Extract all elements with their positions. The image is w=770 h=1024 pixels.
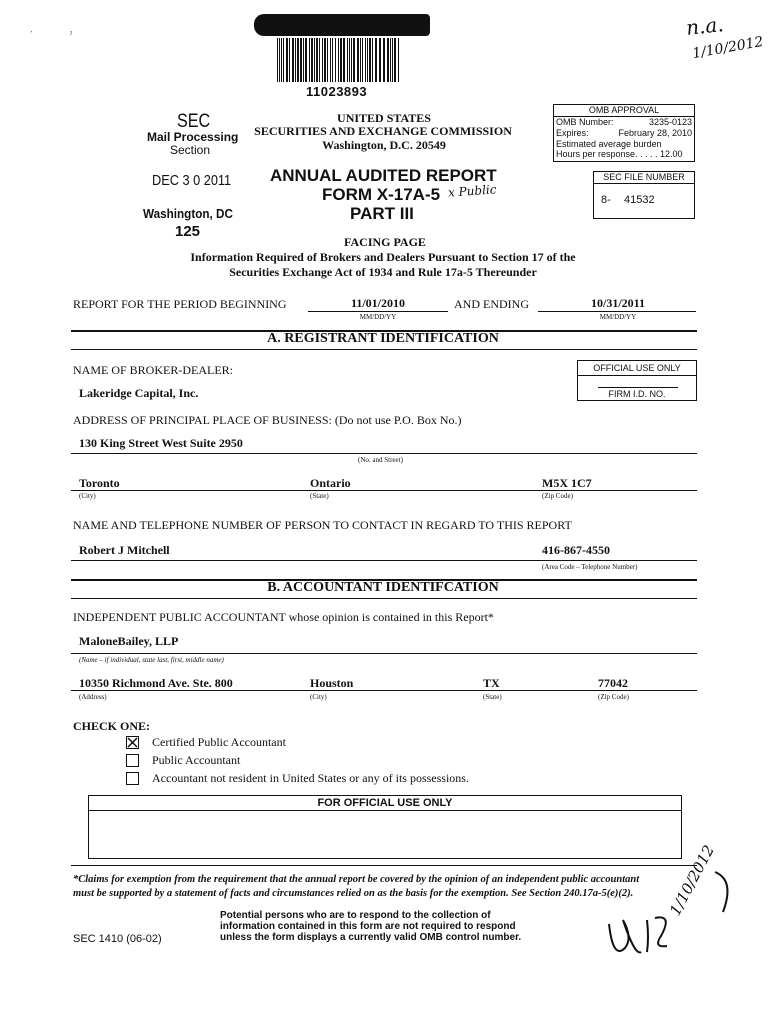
barcode-bar <box>289 38 290 82</box>
barcode-bar <box>295 38 296 82</box>
report-title-line3: PART III <box>350 204 414 223</box>
barcode-bar <box>379 38 381 82</box>
barcode-bar <box>311 38 313 82</box>
firm-id-line <box>598 387 678 388</box>
barcode-bar <box>375 38 377 82</box>
barcode-bar <box>292 38 294 82</box>
facing-title: FACING PAGE <box>344 235 426 249</box>
report-title-line1: ANNUAL AUDITED REPORT <box>270 166 497 185</box>
barcode-bar <box>357 38 359 82</box>
accountant-label: INDEPENDENT PUBLIC ACCOUNTANT whose opinion is contained in this Report* <box>73 610 494 624</box>
handwritten-date-top: 1/10/2012 <box>691 33 765 63</box>
checkbox-certified-public-accountant[interactable] <box>126 736 139 749</box>
state-value: Ontario <box>310 476 351 490</box>
sec-file-title: SEC FILE NUMBER <box>594 172 694 184</box>
barcode-bar <box>398 38 399 82</box>
footnote-line1: *Claims for exemption from the requirement that the annual report be covered by the opinion of an independent public accountant <box>73 874 640 885</box>
barcode-bar <box>277 38 278 82</box>
scan-mark: ᾿ <box>30 30 33 39</box>
period-label: REPORT FOR THE PERIOD BEGINNING <box>73 297 287 311</box>
accountant-city: Houston <box>310 676 354 690</box>
barcode-bar <box>327 38 328 82</box>
state-caption: (State) <box>310 492 329 500</box>
phone-caption: (Area Code – Telephone Number) <box>542 563 638 571</box>
barcode-bar <box>309 38 310 82</box>
official-use-box <box>577 360 697 401</box>
street-value: 130 King Street West Suite 2950 <box>79 436 243 450</box>
signature-scribble <box>595 860 745 980</box>
sec-stamp-city: Washington, DC <box>143 206 233 221</box>
section-a-rule-bottom <box>71 349 697 350</box>
barcode-bar <box>351 38 352 82</box>
handwritten-signature <box>595 860 745 980</box>
barcode-bar <box>347 38 348 82</box>
contact-label: NAME AND TELEPHONE NUMBER OF PERSON TO CONTACT IN REGARD TO THIS REPORT <box>73 518 572 532</box>
section-b-rule-bottom <box>71 598 697 599</box>
accountant-state-caption: (State) <box>483 693 502 701</box>
section-a-title: A. REGISTRANT IDENTIFICATION <box>267 331 499 346</box>
barcode-bar <box>330 38 331 82</box>
barcode-bar <box>335 38 336 82</box>
barcode-bar <box>362 38 363 82</box>
period-begin: 11/01/2010 <box>350 296 405 310</box>
street-caption: (No. and Street) <box>358 456 403 464</box>
handwritten-na: n.a. <box>684 12 725 40</box>
omb-notice-line2: information contained in this form are not required to respond <box>220 921 516 932</box>
official-use-only-title: FOR OFFICIAL USE ONLY <box>89 796 681 811</box>
period-begin-caption: MM/DD/YY <box>359 313 397 321</box>
period-end-caption: MM/DD/YY <box>599 313 637 321</box>
barcode-bar <box>343 38 345 82</box>
option-public-accountant: Public Accountant <box>152 753 241 767</box>
accountant-state: TX <box>483 676 500 690</box>
barcode-bar <box>360 38 361 82</box>
barcode-bar <box>338 38 339 82</box>
barcode-bar <box>316 38 318 82</box>
section-b-title: B. ACCOUNTANT IDENTIFCATION <box>267 580 499 595</box>
omb-expires-value: February 28, 2010 <box>618 128 692 138</box>
header-line1: UNITED STATES <box>337 111 431 125</box>
form-number: SEC 1410 (06-02) <box>73 933 162 945</box>
omb-expires-label: Expires: <box>556 128 589 138</box>
barcode-bar <box>383 38 385 82</box>
barcode-bar <box>394 38 396 82</box>
option-accountant-not-resident: Accountant not resident in United States or any of its possessions. <box>152 771 469 785</box>
omb-approval-box <box>553 104 695 162</box>
facing-line1: Information Required of Brokers and Dealers Pursuant to Section 17 of the <box>190 250 576 264</box>
barcode-bar <box>390 38 391 82</box>
sec-file-number: 41532 <box>624 194 655 206</box>
city-line <box>71 490 697 491</box>
city-value: Toronto <box>79 476 120 490</box>
check-one-label: CHECK ONE: <box>73 719 151 733</box>
accountant-zip-caption: (Zip Code) <box>598 693 629 701</box>
barcode-bar <box>340 38 342 82</box>
period-begin-line <box>308 311 448 312</box>
barcode-bar <box>387 38 389 82</box>
omb-burden-line1: Estimated average burden <box>556 139 662 149</box>
sec-stamp-title: SEC <box>177 111 211 132</box>
barcode-bar <box>300 38 302 82</box>
zip-caption: (Zip Code) <box>542 492 573 500</box>
barcode-bar <box>349 38 350 82</box>
accountant-address-line <box>71 690 697 691</box>
zip-value: M5X 1C7 <box>542 476 592 490</box>
omb-burden-line2: Hours per response. . . . . 12.00 <box>556 149 683 159</box>
omb-notice-line3: unless the form displays a currently valid OMB control number. <box>220 932 522 943</box>
accountant-name-caption: (Name – if individual, state last, first, middle name) <box>79 656 224 664</box>
official-use-only-box <box>88 795 682 859</box>
scan-mark: ˀ <box>70 30 72 39</box>
sec-stamp-line1: Mail Processing <box>147 130 239 144</box>
report-title-handwritten: x Public <box>447 182 497 200</box>
omb-notice-line1: Potential persons who are to respond to the collection of <box>220 910 491 921</box>
address-label: ADDRESS OF PRINCIPAL PLACE OF BUSINESS: (Do not use P.O. Box No.) <box>73 413 462 427</box>
omb-number-value: 3235-0123 <box>648 117 692 127</box>
barcode-bars <box>275 38 403 82</box>
barcode-bar <box>392 38 393 82</box>
redaction-bar <box>254 14 430 36</box>
period-end: 10/31/2011 <box>590 296 645 310</box>
period-and-ending: AND ENDING <box>454 297 529 311</box>
official-use-title: OFFICIAL USE ONLY <box>578 361 696 376</box>
barcode-bar <box>365 38 366 82</box>
barcode-bar <box>369 38 371 82</box>
barcode-bar <box>367 38 368 82</box>
facing-line2: Securities Exchange Act of 1934 and Rule 17a-5 Thereunder <box>229 265 537 279</box>
city-caption: (City) <box>79 492 96 500</box>
sec-stamp-number: 125 <box>175 223 201 240</box>
contact-phone: 416-867-4550 <box>542 543 610 557</box>
barcode-number: 11023893 <box>306 84 368 99</box>
barcode-bar <box>319 38 320 82</box>
signature-date: 1/10/2012 <box>666 842 719 919</box>
sec-file-prefix: 8- <box>601 194 611 206</box>
barcode-bar <box>281 38 282 82</box>
street-line <box>71 453 697 454</box>
checkmark-x-icon <box>127 737 138 748</box>
period-end-line <box>538 311 696 312</box>
header-line2: SECURITIES AND EXCHANGE COMMISSION <box>254 124 512 138</box>
footnote-line2: must be supported by a statement of facts and circumstances relied on as the basis for the exemption. See Section 240.17a-5(e)(2). <box>73 888 634 899</box>
broker-name-value: Lakeridge Capital, Inc. <box>79 386 199 400</box>
accountant-name: MaloneBailey, LLP <box>79 634 179 648</box>
contact-line <box>71 560 697 561</box>
barcode-bar <box>314 38 315 82</box>
checkbox-public-accountant[interactable] <box>126 754 139 767</box>
sec-file-number-box <box>593 171 695 219</box>
header-line3: Washington, D.C. 20549 <box>322 138 446 152</box>
sec-stamp-date: DEC 3 0 2011 <box>152 172 232 189</box>
barcode-bar <box>297 38 299 82</box>
barcode-bar <box>322 38 323 82</box>
omb-title: OMB APPROVAL <box>554 105 694 117</box>
firm-id-label: FIRM I.D. NO. <box>608 389 666 399</box>
contact-name: Robert J Mitchell <box>79 543 170 557</box>
barcode-bar <box>305 38 307 82</box>
report-title-line2: FORM X-17A-5 <box>322 185 441 204</box>
barcode-bar <box>372 38 373 82</box>
option-certified-public-accountant: Certified Public Accountant <box>152 735 286 749</box>
accountant-address: 10350 Richmond Ave. Ste. 800 <box>79 676 233 690</box>
barcode-bar <box>324 38 326 82</box>
accountant-name-line <box>71 653 697 654</box>
barcode-bar <box>303 38 304 82</box>
accountant-zip: 77042 <box>598 676 628 690</box>
sec-stamp-line2: Section <box>170 143 211 157</box>
accountant-city-caption: (City) <box>310 693 327 701</box>
barcode-bar <box>353 38 355 82</box>
broker-name-label: NAME OF BROKER-DEALER: <box>73 363 234 377</box>
barcode-bar <box>332 38 333 82</box>
checkbox-accountant-not-resident[interactable] <box>126 772 139 785</box>
omb-number-label: OMB Number: <box>556 117 614 127</box>
accountant-address-caption: (Address) <box>79 693 107 701</box>
barcode-bar <box>283 38 284 82</box>
barcode-bar <box>286 38 288 82</box>
barcode <box>275 38 403 82</box>
barcode-bar <box>279 38 280 82</box>
